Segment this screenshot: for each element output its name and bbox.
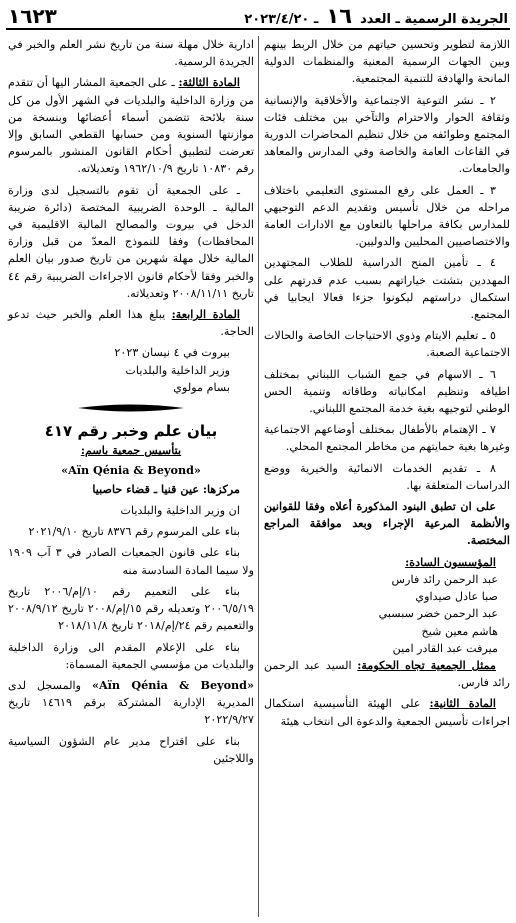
registration-reference	[8, 677, 254, 729]
circular-reference: بناء على التعميم رقم ١٠/إم/٢٠٠٦ تاريخ ٢٠٠٦/٥/١٩ وتعديله رقم ١٥/إم/٢٠٠٨ تاريخ ٢٠٠٨/٩/١٢ والتعميم رقم ٢٤/إم/٢٠١٨ تاريخ ٢٠١٨/١١/٨	[8, 584, 255, 633]
founder-name: عبد الرحمن خضر سبسبي	[378, 607, 498, 621]
law-reference: بناء على قانون الجمعيات الصادر في ٣ آب ١٩٠٩ ولا سيما المادة السادسة منه	[8, 546, 254, 577]
representative-value: السيد عبد الرحمن رائد فارس.	[264, 658, 510, 690]
article-2	[264, 695, 510, 729]
objective-5: ٥ ـ تعليم الايتام وذوي الاحتياجات الخاصة والحالات الاجتماعية الصعبة.	[264, 329, 510, 360]
journal-running-title	[244, 4, 508, 28]
notice-reference: بناء على الإعلام المقدم الى وزارة الداخلية والبلديات من مؤسسي الجمعية المسماة:	[8, 640, 254, 671]
founders-title: المؤسسون السادة:	[405, 554, 496, 569]
article-2-label: المادة الثانية:	[429, 696, 496, 711]
column-divider	[258, 36, 259, 917]
registered-association-name: «Aïn Qénia & Beyond»	[92, 677, 254, 692]
representative-label: ممثل الجمعية تجاه الحكومة:	[357, 657, 496, 672]
article-3-text: ـ على الجمعية المشار اليها أن تتقدم من وزارة الداخلية والبلديات في الشهر الأول من كل سنة بلائحة تتضمن أسماء أعضائها وبنسخة من موازنتها السنوية ومن حسابها القطعي السابق وإلا تعرضت لتطبيق أحكام القانون المنشور بالمرسوم رقم ١٠٨٣٠ تاريخ ١٩٦٢/١٠/٩ وتعديلاته.	[8, 76, 254, 176]
objective-3: ٣ ـ العمل على رفع المستوى التعليمي باختلاف مراحله من خلال تأسيس وتقديم الدعم التوجيهي للمدارس بكافة مراحلها بالتعاون مع الادارات العامة والاختصاصيين المحليين والدوليين.	[264, 183, 510, 249]
founder-name: عبد الرحمن رائد فارس	[391, 572, 498, 586]
left-column	[8, 36, 254, 771]
objective-8: ٨ ـ تقديم الخدمات الانمائية والخيرية ووضع الدراسات المتعلقة بها.	[264, 461, 510, 492]
objective-4: ٤ ـ تأمين المنح الدراسية للطلاب المجتهدين المهددين بتشتت خياراتهم بسبب عدم قدرتهم على استكمال دراستهم ليكونوا جزءا فعالا ايجابيا في المجتمع.	[264, 256, 510, 322]
right-paragraph-1: اللازمة لتطوير وتحسين حياتهم من خلال الربط بينهم وبين الجهات الرسمية المعنية والمنظمات الدولية المانحة والهادفة للتنمية المجتمعية.	[264, 38, 510, 86]
signature-name: بسام مولوي	[173, 380, 230, 394]
association-name: «Aïn Qénia & Beyond»	[61, 462, 201, 477]
page-header	[6, 4, 510, 30]
article-4-label: المادة الرابعة:	[171, 307, 240, 322]
proposal-reference: بناء على اقتراح مدير عام الشؤون السياسية واللاجئين	[8, 734, 254, 765]
registration-details: والمسجل لدى المديرية الإدارية المشتركة برقم ١٤٦١٩ تاريخ ٢٠٢٢/٩/٢٧	[8, 678, 254, 727]
page-number: ١٦٢٣	[8, 4, 57, 28]
issue-number: ١٦	[326, 4, 353, 28]
founder-name: ميرفت عبد القادر امين	[392, 641, 498, 655]
left-paragraph-1: ادارية خلال مهلة سنة من تاريخ نشر العلم والخبر في الجريدة الرسمية.	[8, 38, 254, 69]
founder-name: هاشم معين شيخ	[421, 624, 498, 638]
article-3-label: المادة الثالثة:	[178, 75, 240, 90]
notice-title: بيان علم وخبر رقم ٤١٧	[44, 422, 218, 441]
calligraphic-line-ornament-icon	[8, 402, 254, 419]
tax-registration-paragraph: ـ على الجمعية أن تقوم بالتسجيل لدى وزارة المالية ـ الوحدة الضريبية المختصة (دائرة ضريبة الدخل في بيروت والمصالح المالية الاقليمية في المحافظات) وفقا للنموذج المعدّ من قبل وزارة المالية خلال مهلة شهرين من تاريخ صدور بيان العلم والخبر وفقا لأحكام قانون الاجراءات الضريبية رقم ٤٤ تاريخ ٢٠٠٨/١١/١١ وتعديلاته.	[8, 183, 254, 300]
journal-name: الجريدة الرسمية ـ العدد	[360, 12, 508, 27]
association-location: مركزها: عين قنيا ـ قضاء حاصبيا	[92, 481, 240, 496]
objective-7: ٧ ـ الإهتمام بالأطفال بمختلف أوضاعهم الاجتماعية وغيرها بغية حمايتهم من مخاطر المجتمع المحلي.	[264, 423, 510, 454]
signature-place-date: بيروت في ٤ نيسان ٢٠٢٣	[114, 346, 230, 360]
article-2-text: على الهيئة التأسيسية استكمال اجراءات تأسيس الجمعية والدعوة الى انتخاب هيئة	[264, 697, 510, 728]
legal-condition: على ان تطبق البنود المذكورة أعلاه وفقا للقوانين والأنظمة المرعية الإجراء وبعد موافقة المراجع المختصة.	[264, 499, 510, 548]
right-column	[264, 36, 510, 734]
notice-subtitle: بتأسيس جمعية باسم:	[80, 443, 182, 458]
issue-date: ـ ٢٠٢٣/٤/٢٠	[244, 12, 319, 27]
founder-name: صبا عادل صيداوي	[415, 590, 498, 604]
government-representative	[264, 657, 510, 691]
decree-reference: بناء على المرسوم رقم ٨٣٧٦ تاريخ ٢٠٢١/٩/١٠	[28, 525, 240, 539]
objective-2: ٢ ـ نشر التوعية الاجتماعية والأخلاقية والإنسانية وثقافة الحوار والاحترام والتآخي بين مختلف فئات المجتمع وطوائفه من خلال تنظيم المحاضرات الدورية في القاعات العامة والخاصة وفي المدارس والمعاهد والجامعات.	[264, 93, 510, 176]
minister-line: ان وزير الداخلية والبلديات	[120, 504, 240, 518]
article-4-text: يبلغ هذا العلم والخبر حيث تدعو الحاجة.	[8, 308, 254, 339]
objective-6: ٦ ـ الاسهام في جمع الشباب اللبناني بمختلف اطيافه وتنظيم امكانياته وطاقاته وتنمية الحس الوطني لتوجيهه بغية خدمة المجتمع اللبناني.	[264, 367, 510, 416]
article-3	[8, 74, 254, 177]
signature-title: وزير الداخلية والبلديات	[125, 363, 230, 377]
article-4	[8, 306, 254, 340]
